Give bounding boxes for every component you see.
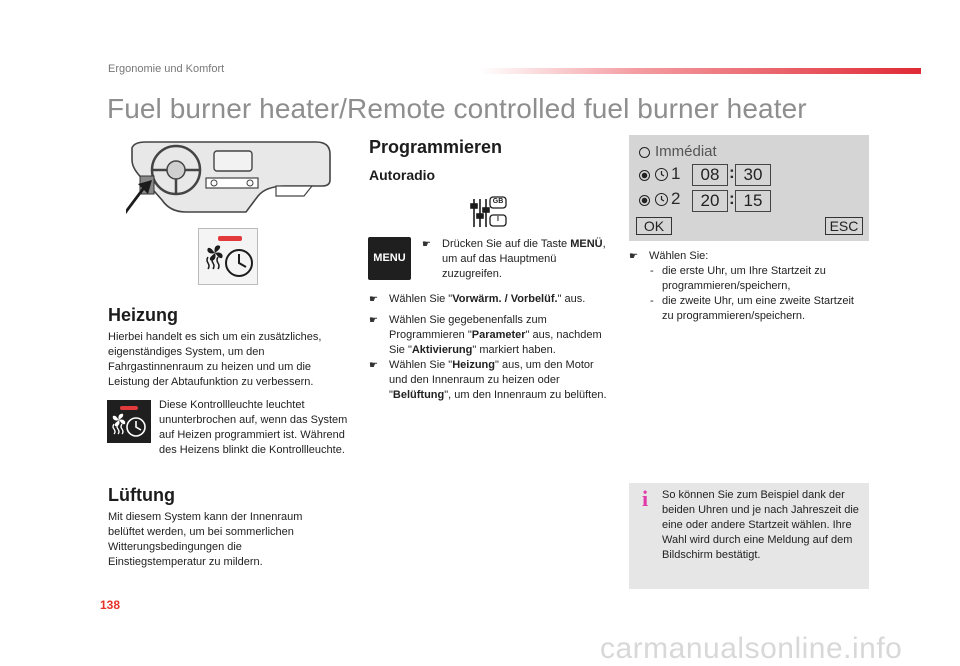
select-item-1: die erste Uhr, um Ihre Startzeit zu programmieren/speichern,	[662, 265, 826, 292]
clock-2-icon	[655, 193, 668, 206]
info-text: So können Sie zum Beispiel dank der beiden Uhren und je nach Jahreszeit die eine oder andere Startzeit wählen. Ihre Wahl wird durch eine Meldung auf dem Bildschirm bestätigt.	[662, 489, 859, 561]
radio-settings-icon	[470, 196, 508, 230]
clock-1-minute: 30	[735, 164, 771, 186]
step-2	[369, 292, 609, 307]
heizung-heading: Heizung	[108, 305, 178, 325]
esc-button[interactable]: ESC	[825, 217, 863, 235]
select-instruction	[629, 249, 869, 264]
clock-1-hour: 08	[692, 164, 728, 186]
header-accent-bar	[480, 68, 921, 74]
dash-1: -	[650, 265, 654, 277]
bullet-icon: ☛	[369, 360, 378, 371]
step-1	[422, 237, 607, 282]
clock-1-colon: :	[729, 163, 735, 182]
lueftung-heading: Lüftung	[108, 485, 175, 505]
gb-label: GB	[492, 198, 504, 205]
radio-on-icon	[639, 170, 650, 181]
radio-display-screen	[629, 135, 869, 241]
radio-off-icon	[639, 147, 650, 158]
bullet-icon: ☛	[369, 315, 378, 326]
step-4	[369, 358, 609, 403]
clock-2-hour: 20	[692, 190, 728, 212]
step-1-text: Drücken Sie auf die Taste MENÜ, um auf das Hauptmenü zuzugreifen.	[442, 238, 606, 280]
lueftung-paragraph: Mit diesem System kann der Innenraum belüftet werden, um bei sommerlichen Witterungsbedingungen die Einstiegstemperatur zu mildern.	[108, 511, 303, 568]
dashboard-illustration	[126, 140, 336, 223]
info-icon: i	[642, 486, 649, 511]
i-label: I	[497, 216, 499, 223]
clock-2-minute: 15	[735, 190, 771, 212]
step-3-text: Wählen Sie gegebenenfalls zum Programmieren "Parameter" aus, nachdem Sie "Aktivierung" markiert haben.	[389, 314, 602, 356]
autoradio-subheading: Autoradio	[369, 167, 436, 183]
section-label: Ergonomie und Komfort	[108, 63, 225, 75]
step-4-text: Wählen Sie "Heizung" aus, um den Motor und den Innenraum zu heizen oder "Belüftung", um den Innenraum zu belüften.	[389, 359, 607, 401]
fan-clock-icon	[198, 228, 258, 285]
clock-1-number: 1	[671, 164, 681, 183]
step-3	[369, 313, 609, 358]
radio-on-icon	[639, 195, 650, 206]
clock-2-colon: :	[729, 189, 735, 208]
bullet-icon: ☛	[369, 294, 378, 305]
clock-1-icon	[655, 168, 668, 181]
select-label: Wählen Sie:	[649, 250, 709, 262]
ok-button[interactable]: OK	[636, 217, 672, 235]
select-item-2: die zweite Uhr, um eine zweite Startzeit zu programmieren/speichern.	[662, 295, 854, 322]
page-title: Fuel burner heater/Remote controlled fuel burner heater	[107, 93, 807, 124]
indicator-lamp-icon	[107, 400, 151, 443]
bullet-icon: ☛	[422, 239, 431, 250]
menu-button-icon: MENU	[368, 237, 411, 280]
bullet-icon: ☛	[629, 251, 638, 262]
heizung-paragraph: Hierbei handelt es sich um ein zusätzliches, eigenständiges System, um den Fahrgastinnenraum zu heizen und um die Leistung der Abtaufunktion zu verbessern.	[108, 331, 322, 388]
immediat-label: Immédiat	[655, 143, 717, 160]
page-number: 138	[100, 598, 121, 612]
indicator-paragraph: Diese Kontrollleuchte leuchtet ununterbrochen auf, wenn das System auf Heizen programmiert ist. Während des Heizens blinkt die Kontrollleuchte.	[159, 399, 348, 456]
step-2-text: Wählen Sie "Vorwärm. / Vorbelüf." aus.	[389, 293, 586, 305]
watermark-text: carmanualsonline.info	[600, 632, 903, 665]
clock-2-number: 2	[671, 189, 681, 208]
programmieren-heading: Programmieren	[369, 137, 503, 157]
dash-2: -	[650, 295, 654, 307]
